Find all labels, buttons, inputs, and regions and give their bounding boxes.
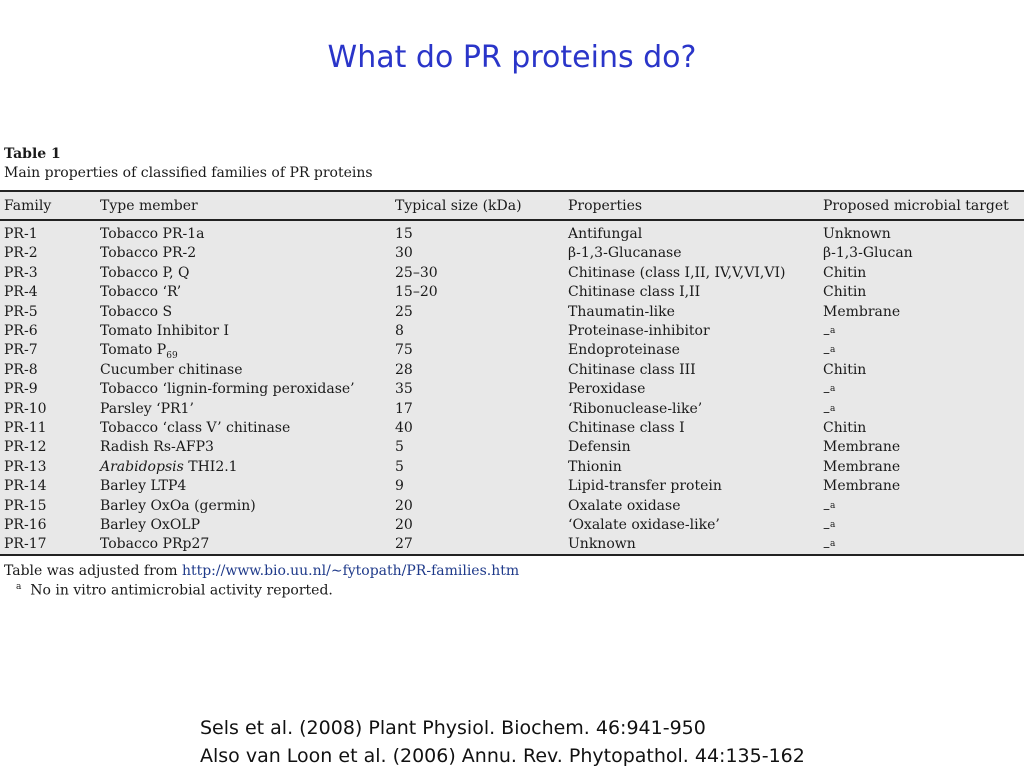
cell-typical-size: 25 — [395, 303, 413, 320]
header-family: Family — [4, 198, 52, 214]
table-source-note — [4, 563, 519, 579]
cell-properties: Proteinase-inhibitor — [568, 323, 710, 339]
cell-microbial-target — [823, 303, 900, 322]
table-caption: Main properties of classified families of PR proteins — [4, 165, 373, 181]
cell-type-member: Tobacco ‘class V’ chitinase — [100, 420, 291, 436]
target-value: – — [823, 346, 830, 363]
cell-family: PR-10 — [4, 400, 47, 417]
cell-family: PR-8 — [4, 361, 38, 378]
member-subscript: 69 — [166, 351, 178, 362]
cell-family: PR-9 — [4, 381, 38, 398]
cell-typical-size: 15–20 — [395, 284, 438, 301]
cell-family: PR-4 — [4, 284, 38, 301]
cell-typical-size: 35 — [395, 381, 413, 398]
target-value: β-1,3-Glucan — [823, 245, 913, 262]
footnote-mark: a — [16, 582, 22, 592]
target-value: – — [823, 384, 830, 401]
cell-typical-size: 20 — [395, 517, 413, 533]
cell-microbial-target — [823, 477, 900, 496]
table-row — [0, 438, 1024, 457]
cell-typical-size: 9 — [395, 478, 404, 495]
cell-properties: Defensin — [568, 439, 631, 456]
target-value: Membrane — [823, 458, 901, 475]
member-italic: Arabidopsis — [100, 458, 184, 475]
table-row — [0, 497, 1024, 516]
cell-type-member: Tobacco ‘R’ — [100, 284, 182, 301]
cell-type-member: Barley LTP4 — [100, 478, 187, 495]
table-row — [0, 225, 1024, 244]
table-row — [0, 264, 1024, 283]
cell-properties: Peroxidase — [568, 381, 646, 398]
target-value: Chitin — [823, 420, 867, 436]
cell-microbial-target — [823, 535, 835, 558]
cell-properties: Thionin — [568, 458, 622, 475]
target-value: Unknown — [823, 226, 891, 242]
cell-typical-size: 17 — [395, 400, 413, 417]
target-value: Chitin — [823, 264, 867, 281]
header-microbial-target: Proposed microbial target — [823, 198, 1009, 214]
cell-family: PR-1 — [4, 226, 38, 242]
footnote-ref: a — [830, 403, 836, 414]
footnote-ref: a — [830, 384, 836, 395]
cell-typical-size: 8 — [395, 323, 404, 339]
header-typical-size: Typical size (kDa) — [395, 198, 522, 214]
cell-type-member: Tobacco S — [100, 303, 173, 320]
cell-type-member — [100, 458, 238, 477]
cell-properties: Unknown — [568, 536, 636, 553]
cell-properties: Lipid-transfer protein — [568, 478, 722, 495]
table-row — [0, 419, 1024, 438]
member-rest: THI2.1 — [183, 458, 238, 475]
cell-microbial-target — [823, 458, 900, 477]
target-value: – — [823, 326, 830, 343]
cell-type-member: Cucumber chitinase — [100, 361, 243, 378]
table-header-row — [0, 197, 1024, 216]
target-value: – — [823, 404, 830, 421]
cell-microbial-target — [823, 264, 866, 283]
table-top-rule — [0, 190, 1024, 192]
cell-type-member: Radish Rs-AFP3 — [100, 439, 214, 456]
citation-line: Also van Loon et al. (2006) Annu. Rev. Phytopathol. 44:135-162 — [200, 745, 805, 767]
footnote-ref: a — [830, 500, 836, 511]
source-prefix: Table was adjusted from — [4, 563, 182, 579]
target-value: Chitin — [823, 361, 867, 378]
table-row — [0, 341, 1024, 363]
cell-typical-size: 5 — [395, 458, 404, 475]
cell-type-member: Barley OxOa (germin) — [100, 497, 256, 514]
cell-type-member: Tobacco PR-1a — [100, 226, 205, 242]
cell-family: PR-15 — [4, 497, 47, 514]
table-row — [0, 477, 1024, 496]
cell-properties: Thaumatin-like — [568, 303, 675, 320]
cell-family: PR-3 — [4, 264, 38, 281]
cell-properties: Chitinase class I,II — [568, 284, 701, 301]
cell-properties: β-1,3-Glucanase — [568, 245, 682, 262]
footnote-ref: a — [830, 520, 836, 530]
cell-family: PR-14 — [4, 478, 47, 495]
cell-microbial-target — [823, 244, 913, 263]
cell-family: PR-16 — [4, 517, 47, 533]
citation-line: Sels et al. (2008) Plant Physiol. Biochem. 46:941-950 — [200, 717, 706, 739]
cell-properties: Endoproteinase — [568, 342, 680, 359]
cell-family: PR-13 — [4, 458, 47, 475]
cell-microbial-target — [823, 419, 866, 438]
cell-properties: Antifungal — [568, 226, 643, 242]
source-link[interactable]: http://www.bio.uu.nl/∼fytopath/PR-families.htm — [181, 563, 520, 579]
cell-properties: ‘Oxalate oxidase-like’ — [568, 517, 720, 533]
cell-family: PR-2 — [4, 245, 38, 262]
cell-properties: Chitinase class III — [568, 361, 696, 378]
cell-family: PR-7 — [4, 342, 38, 359]
target-value: Membrane — [823, 478, 901, 495]
table-row — [0, 303, 1024, 322]
cell-typical-size: 28 — [395, 361, 413, 378]
cell-type-member: Barley OxOLP — [100, 517, 201, 533]
cell-properties: Chitinase class I — [568, 420, 685, 436]
table-label: Table 1 — [4, 146, 61, 162]
table-row — [0, 400, 1024, 419]
cell-microbial-target — [823, 438, 900, 457]
cell-type-member: Tobacco PR-2 — [100, 245, 197, 262]
member-base: Tomato P — [100, 342, 167, 359]
cell-type-member: Parsley ‘PR1’ — [100, 400, 194, 417]
cell-microbial-target — [823, 283, 866, 302]
cell-typical-size: 40 — [395, 420, 413, 436]
table-header-rule — [0, 219, 1024, 221]
cell-type-member: Tobacco ‘lignin-forming peroxidase’ — [100, 381, 355, 398]
table-row — [0, 380, 1024, 399]
table-row — [0, 535, 1024, 557]
table-row — [0, 516, 1024, 535]
cell-typical-size: 75 — [395, 342, 413, 359]
cell-family: PR-17 — [4, 536, 47, 553]
footnote-ref: a — [830, 539, 836, 550]
cell-properties: Oxalate oxidase — [568, 497, 681, 514]
cell-typical-size: 15 — [395, 226, 413, 242]
cell-type-member: Tobacco P, Q — [100, 264, 190, 281]
table-row — [0, 283, 1024, 302]
target-value: Membrane — [823, 303, 901, 320]
cell-family: PR-6 — [4, 323, 38, 339]
cell-microbial-target — [823, 225, 891, 244]
cell-type-member: Tobacco PRp27 — [100, 536, 210, 553]
cell-type-member: Tomato Inhibitor I — [100, 323, 230, 339]
table-row — [0, 322, 1024, 341]
cell-typical-size: 27 — [395, 536, 413, 553]
cell-typical-size: 5 — [395, 439, 404, 456]
footnote-text: No in vitro antimicrobial activity reported. — [30, 582, 333, 599]
cell-properties: Chitinase (class I,II, IV,V,VI,VI) — [568, 264, 786, 281]
cell-typical-size: 25–30 — [395, 264, 438, 281]
target-value: Chitin — [823, 284, 867, 301]
cell-family: PR-12 — [4, 439, 47, 456]
table-footnote — [16, 582, 333, 599]
target-value: – — [823, 501, 830, 518]
header-type-member: Type member — [100, 198, 198, 214]
footnote-ref: a — [830, 326, 836, 336]
slide-title: What do PR proteins do? — [327, 40, 697, 75]
cell-typical-size: 20 — [395, 497, 413, 514]
citations — [200, 714, 805, 770]
cell-microbial-target — [823, 361, 866, 380]
footnote-ref: a — [830, 345, 836, 356]
cell-typical-size: 30 — [395, 245, 413, 262]
target-value: – — [823, 540, 830, 557]
cell-family: PR-11 — [4, 420, 47, 436]
target-value: – — [823, 520, 830, 537]
table-row — [0, 458, 1024, 477]
target-value: Membrane — [823, 439, 901, 456]
table-row — [0, 244, 1024, 263]
cell-family: PR-5 — [4, 303, 38, 320]
header-properties: Properties — [568, 198, 643, 214]
table-row — [0, 361, 1024, 380]
cell-properties: ‘Ribonuclease-like’ — [568, 400, 703, 417]
